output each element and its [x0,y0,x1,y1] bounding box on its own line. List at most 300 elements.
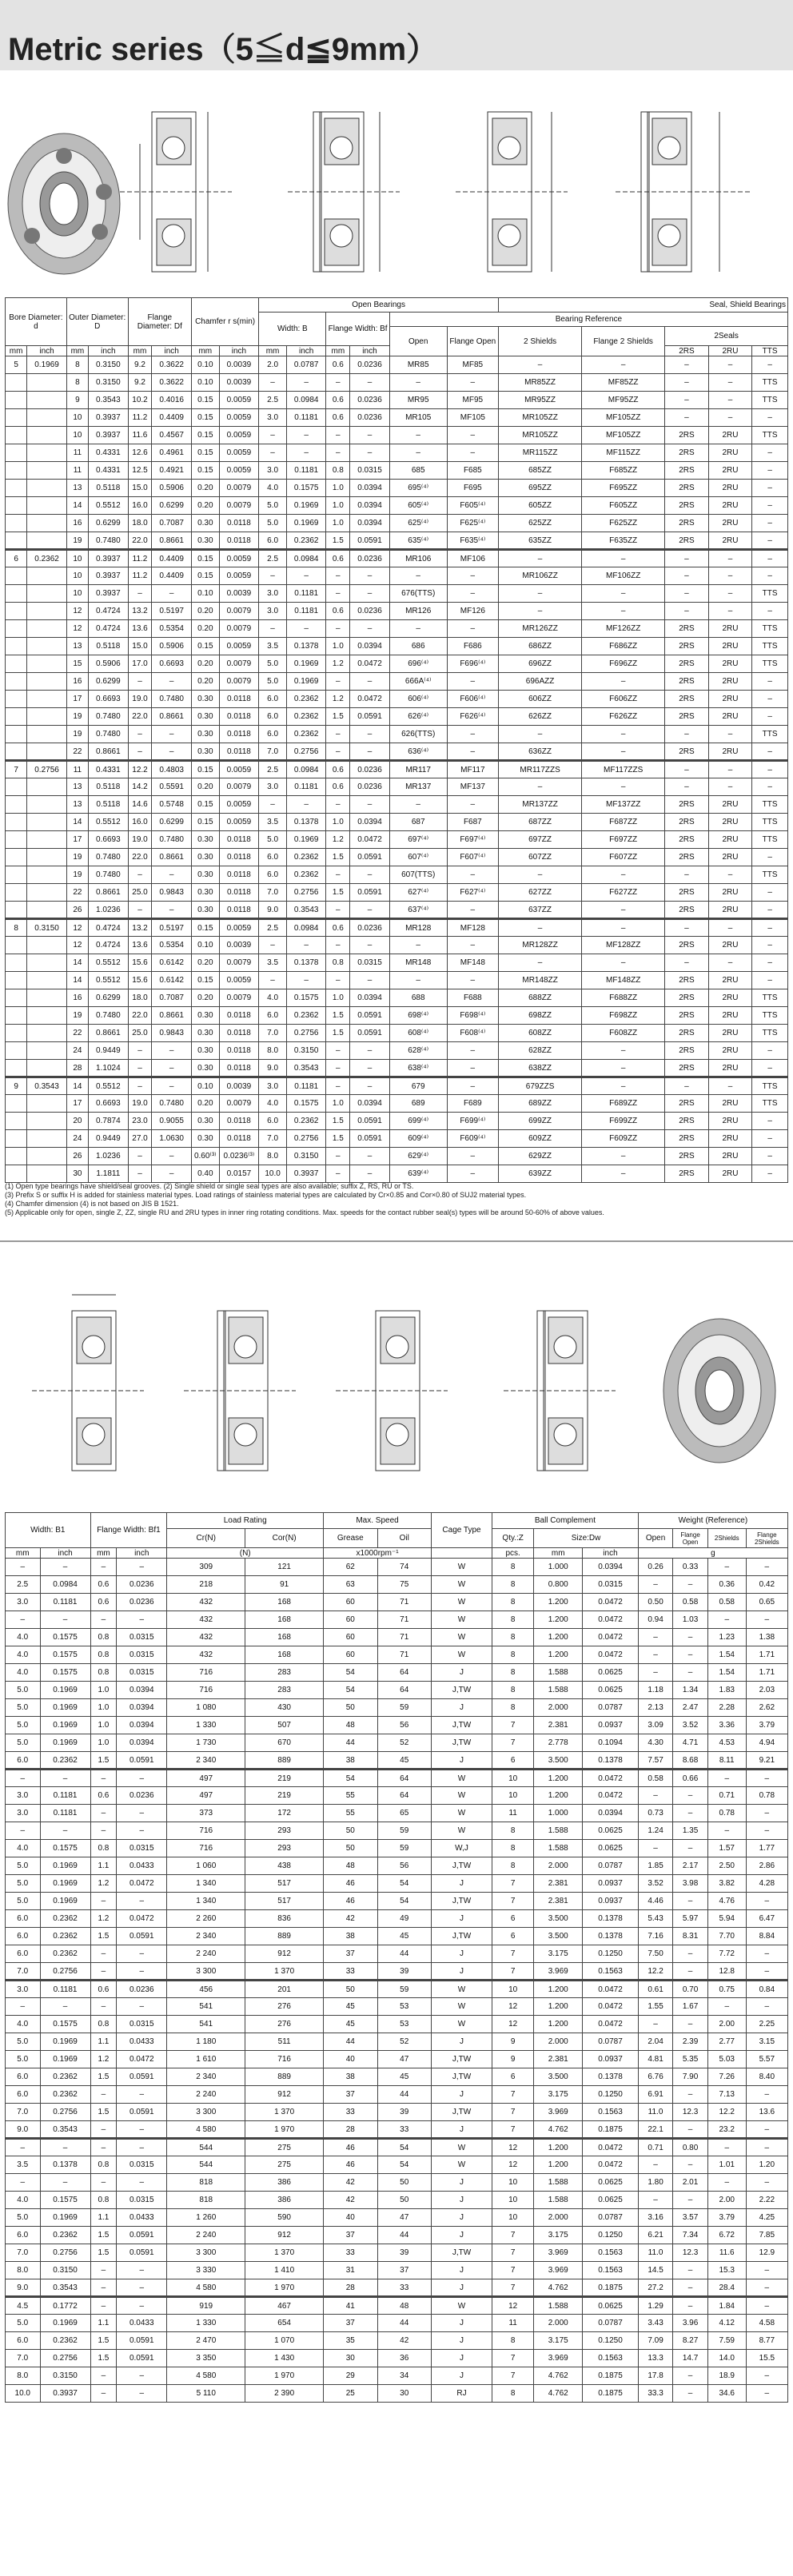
table-cell: – [6,1998,41,2016]
table-cell: 4.762 [534,2367,583,2385]
table-cell: 0.4331 [89,761,129,778]
table-cell: – [152,866,192,884]
cross-section-flange-shield [616,112,751,272]
table-cell: – [582,585,665,603]
table-cell: F689 [447,1095,498,1113]
table-cell: – [673,1646,708,1664]
table-cell: – [673,2385,708,2403]
table-row [6,638,788,655]
table-cell: 2RU [708,532,752,550]
table-row [6,480,788,497]
table-cell: 0.0079 [219,480,259,497]
table-cell: MF106ZZ [582,567,665,585]
table-cell: 544 [167,2156,245,2174]
table-cell: 0.1181 [286,462,326,480]
table-cell: 1.588 [534,2192,583,2209]
table-cell: 0.5354 [152,620,192,638]
table-cell: – [259,796,287,814]
table-cell: – [90,1893,117,1910]
table-cell: 0.71 [638,2139,673,2156]
table-cell: – [582,1148,665,1165]
table-cell: – [447,1077,498,1095]
table-cell: 12.2 [638,1963,673,1981]
table-cell: 0.1969 [40,1734,90,1752]
table-cell: – [326,796,350,814]
table-cell: 1 330 [167,2315,245,2332]
table-cell: 0.2756 [40,2244,90,2262]
table-cell: 37 [324,2086,377,2104]
table-cell: 686ZZ [499,638,582,655]
table-cell: 1.200 [534,1981,583,1998]
table-cell: – [752,515,788,532]
table-cell: 6.21 [638,2227,673,2244]
table-cell: 0.800 [534,1576,583,1594]
table-cell: 15.3 [707,2262,746,2279]
table-cell: 2.28 [707,1699,746,1717]
table-cell: – [350,1165,390,1183]
table-cell: TTS [752,814,788,831]
table-cell: 0.0118 [219,849,259,866]
table-cell: – [708,919,752,937]
table-cell: – [90,2121,117,2139]
table-cell: – [6,2174,41,2192]
table-cell: – [746,1945,787,1963]
table-cell: 3.0 [6,1594,41,1611]
table-cell: – [447,866,498,884]
table-cell: – [752,497,788,515]
table-cell: 0.0118 [219,708,259,726]
table-cell: 0.8661 [152,1007,192,1025]
table-cell: 44 [377,2227,431,2244]
table-cell: 0.0984 [286,919,326,937]
table-cell: 0.2362 [286,691,326,708]
table-cell: – [117,2297,167,2315]
table-cell [6,1095,27,1113]
table-cell: 507 [245,1717,324,1734]
table-cell: 1.200 [534,1594,583,1611]
table-cell: 172 [245,1805,324,1822]
table-cell: 28 [66,1060,88,1077]
table-cell: 2RS [665,691,709,708]
table-cell: 2 340 [167,1752,245,1770]
table-cell: J,TW [431,1717,492,1734]
table-cell: 670 [245,1734,324,1752]
table-cell: 9.2 [128,356,152,374]
table-cell: 1.55 [638,1998,673,2016]
table-cell: 0.0236 [350,778,390,796]
table-cell: 0.0039 [219,937,259,954]
table-cell: 8 [6,919,27,937]
table-cell: 7 [492,1717,534,1734]
table-cell: – [117,2279,167,2297]
table-cell: – [665,603,709,620]
table-cell: 309 [167,1559,245,1576]
table-row [6,2385,788,2403]
table-cell: – [638,1840,673,1857]
table-cell: 0.0059 [219,462,259,480]
table-cell: 0.1969 [286,515,326,532]
table-cell: MR106 [389,550,447,567]
table-cell: 0.0394 [350,638,390,655]
table-cell: 2RS [665,1095,709,1113]
table-row [6,2051,788,2068]
table-cell: J [431,2262,492,2279]
table-cell: 0.4016 [152,392,192,409]
table-cell: 168 [245,1629,324,1646]
table-cell: 1 970 [245,2121,324,2139]
table-cell: – [117,1822,167,1840]
table-cell: 50 [324,1699,377,1717]
table-row [6,1910,788,1928]
cross-section-flange-seal-b1 [504,1311,616,1471]
table-cell: 0.0059 [219,427,259,444]
table-cell: 0.0059 [219,392,259,409]
table-cell: 1.29 [638,2297,673,2315]
table-cell: 6 [492,1910,534,1928]
table-cell: 0.5512 [89,954,129,972]
table-cell: – [350,796,390,814]
table-cell: J,TW [431,1734,492,1752]
table-cell: 2.01 [673,2174,708,2192]
table-cell: 0.4409 [152,567,192,585]
table-cell: – [665,761,709,778]
table-cell: W [431,1611,492,1629]
table-cell: 8.68 [673,1752,708,1770]
table-cell: 0.2756 [40,2104,90,2121]
table-cell: 2.22 [746,2192,787,2209]
table-cell: 0.0315 [117,1664,167,1682]
table-cell: 0.0984 [286,761,326,778]
table-cell: MR126 [389,603,447,620]
table-cell: MR95 [389,392,447,409]
table-cell: – [638,2016,673,2033]
table-cell: 54 [324,1664,377,1682]
table-cell: 7.72 [707,1945,746,1963]
table-cell: 1.35 [673,1822,708,1840]
table-cell: 0.3937 [89,567,129,585]
table-cell: 54 [324,1682,377,1699]
table-cell: 7 [492,1945,534,1963]
table-cell: 0.3622 [152,374,192,392]
table-cell: F699⁽⁴⁾ [447,1113,498,1130]
table-cell: 0.78 [707,1805,746,1822]
table-cell: – [128,1042,152,1060]
header-width-b1: Width: B1 [6,1513,91,1548]
table-cell: 625⁽⁴⁾ [389,515,447,532]
table-cell: 0.0236⁽³⁾ [219,1148,259,1165]
table-cell: 71 [377,1646,431,1664]
table-cell: 0.30 [191,515,219,532]
table-cell: 8.0 [259,1042,287,1060]
table-cell: 6.47 [746,1910,787,1928]
table-cell: 8 [492,1611,534,1629]
header-w-flange-2shields: Flange 2Shields [746,1529,787,1548]
table-cell: 19.0 [128,1095,152,1113]
table-cell: 0.70 [673,1981,708,1998]
table-row [6,2174,788,2192]
table-cell: 2RU [708,427,752,444]
table-cell: 0.20 [191,497,219,515]
table-cell: 889 [245,1928,324,1945]
table-cell: – [259,620,287,638]
table-cell: 1.5 [90,1752,117,1770]
table-cell: 45 [377,2068,431,2086]
table-cell: 0.7480 [89,726,129,743]
table-cell: 39 [377,2104,431,2121]
table-cell: W [431,1787,492,1805]
table-cell: 18.9 [707,2367,746,2385]
table-cell: 0.0039 [219,585,259,603]
unit-cell: inch [219,346,259,356]
unit-inch: inch [583,1548,639,1559]
bearing-3d-illustration-2 [663,1319,775,1463]
table-cell: – [326,673,350,691]
table-cell: 2RS [665,1113,709,1130]
table-cell: 0.30 [191,726,219,743]
table-cell: 2.0 [259,356,287,374]
table-cell: 1.1 [90,1857,117,1875]
table-cell: W [431,2297,492,2315]
table-cell: 47 [377,2209,431,2227]
table-cell: – [707,1998,746,2016]
table-cell: 0.6 [326,392,350,409]
table-cell: 45 [377,1928,431,1945]
table-cell: MR148 [389,954,447,972]
table-cell [6,954,27,972]
table-cell: – [746,1805,787,1822]
table-cell: 46 [324,1893,377,1910]
table-cell: – [752,1113,788,1130]
table-cell: 0.3150 [89,374,129,392]
table-cell: 0.0984 [40,1576,90,1594]
table-cell: MR117 [389,761,447,778]
table-cell: 0.0315 [117,1840,167,1857]
table-cell: 5.0 [6,1875,41,1893]
table-cell: J,TW [431,2068,492,2086]
table-cell: 0.15 [191,550,219,567]
table-cell: 2RU [708,480,752,497]
table-cell: 50 [377,2174,431,2192]
table-cell: MR105ZZ [499,427,582,444]
table-cell: 0.7480 [152,1095,192,1113]
table-row [6,550,788,567]
table-cell: 0.0236 [350,603,390,620]
table-cell: 17 [66,831,88,849]
table-cell: 0.0472 [583,1787,639,1805]
table-row [6,831,788,849]
table-cell: J [431,1910,492,1928]
table-cell: – [499,726,582,743]
table-cell: 0.0472 [117,1910,167,1928]
table-cell: 0.6693 [152,655,192,673]
table-cell: 0.0937 [583,1717,639,1734]
table-cell: 1.5 [90,2332,117,2350]
table-cell: 4.0 [259,989,287,1007]
table-cell: 0.1575 [286,1095,326,1113]
table-cell: 5.0 [6,2033,41,2051]
table-cell: – [708,726,752,743]
table-cell: 0.3150 [286,1042,326,1060]
table-cell: 40 [324,2209,377,2227]
table-cell: – [708,356,752,374]
table-cell [27,726,67,743]
table-cell: 608⁽⁴⁾ [389,1025,447,1042]
table-cell: 19 [66,866,88,884]
table-cell: – [447,567,498,585]
dimensions-table [5,297,788,1183]
table-cell: TTS [752,1077,788,1095]
table-cell: 42 [324,2192,377,2209]
table-cell: 2RU [708,655,752,673]
table-cell: 7.0 [6,1963,41,1981]
table-cell: 608ZZ [499,1025,582,1042]
table-cell: 19.0 [128,691,152,708]
table-cell: 7.16 [638,1928,673,1945]
table-cell: 0.0472 [583,1629,639,1646]
table-cell: 0.50 [638,1594,673,1611]
table-row [6,409,788,427]
table-row [6,2297,788,2315]
table-cell: – [350,937,390,954]
table-cell: – [752,691,788,708]
table-cell: 0.2362 [40,2332,90,2350]
table-cell: 1.5 [90,2244,117,2262]
table-cell: 4.0 [259,1095,287,1113]
table-cell: 22.0 [128,849,152,866]
table-cell: 0.5906 [152,638,192,655]
table-cell: 1.200 [534,1787,583,1805]
table-cell: 5.0 [259,515,287,532]
table-cell: MF115ZZ [582,444,665,462]
table-cell: TTS [752,866,788,884]
table-cell: 4.762 [534,2279,583,2297]
table-cell: 0.1378 [286,814,326,831]
table-cell: 15 [66,655,88,673]
table-cell: 2.13 [638,1699,673,1717]
table-cell: – [746,1559,787,1576]
table-cell: – [326,866,350,884]
table-cell: 2.000 [534,2033,583,2051]
table-cell: – [673,1893,708,1910]
table-cell: 1.71 [746,1664,787,1682]
table-cell: 0.3543 [89,392,129,409]
table-cell: 5.35 [673,2051,708,2068]
table-cell: F625⁽⁴⁾ [447,515,498,532]
table-cell: – [673,1963,708,1981]
table-row [6,1717,788,1734]
table-cell: 0.1969 [40,1717,90,1734]
table-cell: 2RS [665,831,709,849]
table-cell: 1.5 [326,1113,350,1130]
table-cell: – [152,902,192,919]
table-cell: 0.0394 [117,1682,167,1699]
table-cell: F605ZZ [582,497,665,515]
table-cell: – [90,2279,117,2297]
table-cell: 0.6 [326,603,350,620]
table-cell: 637ZZ [499,902,582,919]
table-cell [6,567,27,585]
table-cell: 2RU [708,444,752,462]
table-cell: 19 [66,532,88,550]
table-cell: 0.1378 [583,2068,639,2086]
table-cell: W [431,1629,492,1646]
table-cell: W [431,1594,492,1611]
table-cell: 1 370 [245,1963,324,1981]
table-cell: 6.0 [6,2086,41,2104]
unit-g: g [638,1548,787,1559]
table-cell: – [259,567,287,585]
table-cell: – [152,1148,192,1165]
table-cell: 12.6 [128,444,152,462]
table-cell: 609⁽⁴⁾ [389,1130,447,1148]
table-cell: 8 [492,1857,534,1875]
table-cell [27,866,67,884]
table-cell: 6.0 [259,708,287,726]
table-cell: 1.1811 [89,1165,129,1183]
table-cell: 5.43 [638,1910,673,1928]
table-row [6,1025,788,1042]
table-cell: 0.0315 [117,1629,167,1646]
table-cell: 0.15 [191,444,219,462]
table-cell: 685ZZ [499,462,582,480]
table-row [6,1805,788,1822]
table-cell: 1.1 [90,2033,117,2051]
table-cell: 0.6 [326,356,350,374]
table-cell: MF126 [447,603,498,620]
table-cell: – [673,2121,708,2139]
table-cell: 1.1024 [89,1060,129,1077]
table-cell: – [128,1148,152,1165]
table-cell: 0.4961 [152,444,192,462]
table-cell: 0.0236 [117,1787,167,1805]
table-cell: – [752,778,788,796]
table-cell [6,532,27,550]
table-cell: 5.57 [746,2051,787,2068]
table-cell: – [673,1664,708,1682]
table-cell: – [673,1840,708,1857]
table-cell: – [90,1805,117,1822]
table-cell: – [708,409,752,427]
table-cell: 59 [377,1699,431,1717]
table-cell: 49 [377,1910,431,1928]
table-cell: – [117,2367,167,2385]
table-cell: 1.1 [90,2315,117,2332]
cross-section-flange-open [288,112,400,272]
table-cell: 698⁽⁴⁾ [389,1007,447,1025]
table-row [6,778,788,796]
table-cell: – [447,937,498,954]
table-cell: 3.16 [638,2209,673,2227]
table-cell: F699ZZ [582,1113,665,1130]
table-cell: 2RU [708,1042,752,1060]
table-cell: 0.0472 [583,2156,639,2174]
table-cell: – [746,1822,787,1840]
table-cell: 0.30 [191,1007,219,1025]
table-cell: 0.0787 [583,1699,639,1717]
table-cell [6,1042,27,1060]
table-cell: 1.34 [673,1682,708,1699]
table-cell: 19 [66,849,88,866]
table-cell: 1 340 [167,1875,245,1893]
table-cell: F698⁽⁴⁾ [447,1007,498,1025]
table-cell: 1.2 [326,655,350,673]
table-cell: 168 [245,1594,324,1611]
table-cell: 0.8 [90,2016,117,2033]
table-cell: 10 [66,427,88,444]
table-cell: 0.0236 [350,356,390,374]
table-cell: 629ZZ [499,1148,582,1165]
table-row [6,1629,788,1646]
